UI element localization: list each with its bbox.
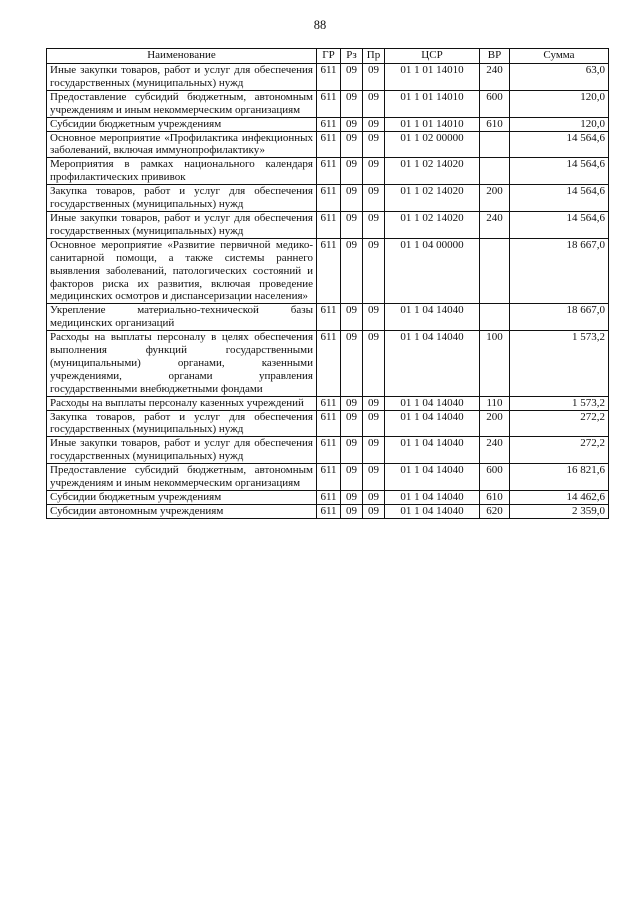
row-pr: 09 bbox=[363, 437, 385, 464]
row-gr: 611 bbox=[317, 158, 341, 185]
budget-table bbox=[46, 48, 609, 519]
row-pr: 09 bbox=[363, 211, 385, 238]
row-rz: 09 bbox=[341, 410, 363, 437]
row-csr: 01 1 01 14010 bbox=[385, 64, 480, 91]
row-gr: 611 bbox=[317, 185, 341, 212]
table-row bbox=[47, 211, 609, 238]
row-sum: 63,0 bbox=[510, 64, 609, 91]
table-row bbox=[47, 90, 609, 117]
row-sum: 1 573,2 bbox=[510, 396, 609, 410]
row-rz: 09 bbox=[341, 211, 363, 238]
row-sum: 272,2 bbox=[510, 437, 609, 464]
table-row bbox=[47, 410, 609, 437]
row-sum: 120,0 bbox=[510, 117, 609, 131]
row-rz: 09 bbox=[341, 185, 363, 212]
row-name: Предоставление субсидий бюджетным, автономным учреждениям и иным некоммерческим организациям bbox=[47, 90, 317, 117]
row-csr: 01 1 04 14040 bbox=[385, 410, 480, 437]
row-name: Иные закупки товаров, работ и услуг для обеспечения государственных (муниципальных) нужд bbox=[47, 437, 317, 464]
row-csr: 01 1 04 14040 bbox=[385, 504, 480, 518]
row-pr: 09 bbox=[363, 331, 385, 397]
row-sum: 14 564,6 bbox=[510, 131, 609, 158]
row-csr: 01 1 04 14040 bbox=[385, 396, 480, 410]
table-row bbox=[47, 491, 609, 505]
header-sum: Сумма bbox=[510, 49, 609, 64]
row-rz: 09 bbox=[341, 331, 363, 397]
row-sum: 14 564,6 bbox=[510, 185, 609, 212]
row-csr: 01 1 02 00000 bbox=[385, 131, 480, 158]
row-gr: 611 bbox=[317, 64, 341, 91]
row-vr: 200 bbox=[480, 410, 510, 437]
row-rz: 09 bbox=[341, 491, 363, 505]
row-sum: 18 667,0 bbox=[510, 238, 609, 304]
row-pr: 09 bbox=[363, 396, 385, 410]
row-vr: 240 bbox=[480, 437, 510, 464]
row-pr: 09 bbox=[363, 117, 385, 131]
table-row bbox=[47, 158, 609, 185]
row-name: Закупка товаров, работ и услуг для обеспечения государственных (муниципальных) нужд bbox=[47, 410, 317, 437]
row-name: Иные закупки товаров, работ и услуг для обеспечения государственных (муниципальных) нужд bbox=[47, 64, 317, 91]
row-csr: 01 1 02 14020 bbox=[385, 158, 480, 185]
row-sum: 272,2 bbox=[510, 410, 609, 437]
row-gr: 611 bbox=[317, 437, 341, 464]
header-csr: ЦСР bbox=[385, 49, 480, 64]
row-rz: 09 bbox=[341, 131, 363, 158]
table-row bbox=[47, 131, 609, 158]
row-csr: 01 1 01 14010 bbox=[385, 117, 480, 131]
row-vr: 600 bbox=[480, 464, 510, 491]
header-rz: Рз bbox=[341, 49, 363, 64]
row-pr: 09 bbox=[363, 90, 385, 117]
row-pr: 09 bbox=[363, 158, 385, 185]
row-rz: 09 bbox=[341, 304, 363, 331]
row-sum: 14 564,6 bbox=[510, 211, 609, 238]
table-row bbox=[47, 117, 609, 131]
row-rz: 09 bbox=[341, 117, 363, 131]
row-vr bbox=[480, 131, 510, 158]
row-sum: 14 462,6 bbox=[510, 491, 609, 505]
row-vr bbox=[480, 304, 510, 331]
row-vr: 200 bbox=[480, 185, 510, 212]
row-sum: 2 359,0 bbox=[510, 504, 609, 518]
row-vr: 240 bbox=[480, 211, 510, 238]
row-pr: 09 bbox=[363, 304, 385, 331]
row-name: Основное мероприятие «Профилактика инфекционных заболеваний, включая иммунопрофилактику» bbox=[47, 131, 317, 158]
row-pr: 09 bbox=[363, 131, 385, 158]
table-header-row bbox=[47, 49, 609, 64]
header-name: Наименование bbox=[47, 49, 317, 64]
row-gr: 611 bbox=[317, 491, 341, 505]
row-vr: 620 bbox=[480, 504, 510, 518]
row-pr: 09 bbox=[363, 491, 385, 505]
row-rz: 09 bbox=[341, 238, 363, 304]
row-vr: 240 bbox=[480, 64, 510, 91]
row-rz: 09 bbox=[341, 158, 363, 185]
row-csr: 01 1 04 14040 bbox=[385, 331, 480, 397]
row-vr: 610 bbox=[480, 117, 510, 131]
header-vr: ВР bbox=[480, 49, 510, 64]
row-gr: 611 bbox=[317, 396, 341, 410]
table-row bbox=[47, 185, 609, 212]
row-csr: 01 1 02 14020 bbox=[385, 185, 480, 212]
table-row bbox=[47, 396, 609, 410]
row-name: Расходы на выплаты персоналу в целях обеспечения выполнения функций государственными (муниципальными) органами, казенными учреждениями, органами управления государственными внебюджетными фондами bbox=[47, 331, 317, 397]
row-name: Расходы на выплаты персоналу казенных учреждений bbox=[47, 396, 317, 410]
row-gr: 611 bbox=[317, 131, 341, 158]
table-row bbox=[47, 437, 609, 464]
row-csr: 01 1 04 14040 bbox=[385, 437, 480, 464]
row-sum: 1 573,2 bbox=[510, 331, 609, 397]
row-name: Укрепление материально-технической базы медицинских организаций bbox=[47, 304, 317, 331]
row-name: Основное мероприятие «Развитие первичной медико-санитарной помощи, а также системы раннего выявления заболеваний, патологических состояний и факторов риска их развития, включая проведение медицинских осмотров и диспансеризации населения» bbox=[47, 238, 317, 304]
row-csr: 01 1 02 14020 bbox=[385, 211, 480, 238]
row-pr: 09 bbox=[363, 504, 385, 518]
row-pr: 09 bbox=[363, 185, 385, 212]
row-pr: 09 bbox=[363, 464, 385, 491]
row-name: Мероприятия в рамках национального календаря профилактических прививок bbox=[47, 158, 317, 185]
table-row bbox=[47, 238, 609, 304]
row-vr bbox=[480, 238, 510, 304]
row-name: Субсидии автономным учреждениям bbox=[47, 504, 317, 518]
table-row bbox=[47, 504, 609, 518]
table-row bbox=[47, 331, 609, 397]
row-sum: 14 564,6 bbox=[510, 158, 609, 185]
row-name: Иные закупки товаров, работ и услуг для обеспечения государственных (муниципальных) нужд bbox=[47, 211, 317, 238]
row-csr: 01 1 04 14040 bbox=[385, 491, 480, 505]
row-sum: 120,0 bbox=[510, 90, 609, 117]
row-pr: 09 bbox=[363, 410, 385, 437]
row-csr: 01 1 04 14040 bbox=[385, 304, 480, 331]
row-gr: 611 bbox=[317, 504, 341, 518]
row-name: Предоставление субсидий бюджетным, автономным учреждениям и иным некоммерческим организациям bbox=[47, 464, 317, 491]
row-vr: 110 bbox=[480, 396, 510, 410]
row-csr: 01 1 04 00000 bbox=[385, 238, 480, 304]
row-gr: 611 bbox=[317, 304, 341, 331]
row-vr: 600 bbox=[480, 90, 510, 117]
row-rz: 09 bbox=[341, 437, 363, 464]
row-vr bbox=[480, 158, 510, 185]
table-row bbox=[47, 64, 609, 91]
row-pr: 09 bbox=[363, 64, 385, 91]
row-csr: 01 1 01 14010 bbox=[385, 90, 480, 117]
row-vr: 610 bbox=[480, 491, 510, 505]
row-rz: 09 bbox=[341, 464, 363, 491]
row-rz: 09 bbox=[341, 64, 363, 91]
row-rz: 09 bbox=[341, 90, 363, 117]
row-gr: 611 bbox=[317, 410, 341, 437]
row-rz: 09 bbox=[341, 504, 363, 518]
row-gr: 611 bbox=[317, 238, 341, 304]
table-row bbox=[47, 304, 609, 331]
row-sum: 16 821,6 bbox=[510, 464, 609, 491]
row-name: Закупка товаров, работ и услуг для обеспечения государственных (муниципальных) нужд bbox=[47, 185, 317, 212]
header-pr: Пр bbox=[363, 49, 385, 64]
row-name: Субсидии бюджетным учреждениям bbox=[47, 117, 317, 131]
header-gr: ГР bbox=[317, 49, 341, 64]
row-pr: 09 bbox=[363, 238, 385, 304]
row-rz: 09 bbox=[341, 396, 363, 410]
row-sum: 18 667,0 bbox=[510, 304, 609, 331]
row-name: Субсидии бюджетным учреждениям bbox=[47, 491, 317, 505]
row-gr: 611 bbox=[317, 211, 341, 238]
row-gr: 611 bbox=[317, 90, 341, 117]
row-csr: 01 1 04 14040 bbox=[385, 464, 480, 491]
row-vr: 100 bbox=[480, 331, 510, 397]
row-gr: 611 bbox=[317, 117, 341, 131]
row-gr: 611 bbox=[317, 331, 341, 397]
row-gr: 611 bbox=[317, 464, 341, 491]
page-number: 88 bbox=[313, 18, 327, 32]
table-row bbox=[47, 464, 609, 491]
